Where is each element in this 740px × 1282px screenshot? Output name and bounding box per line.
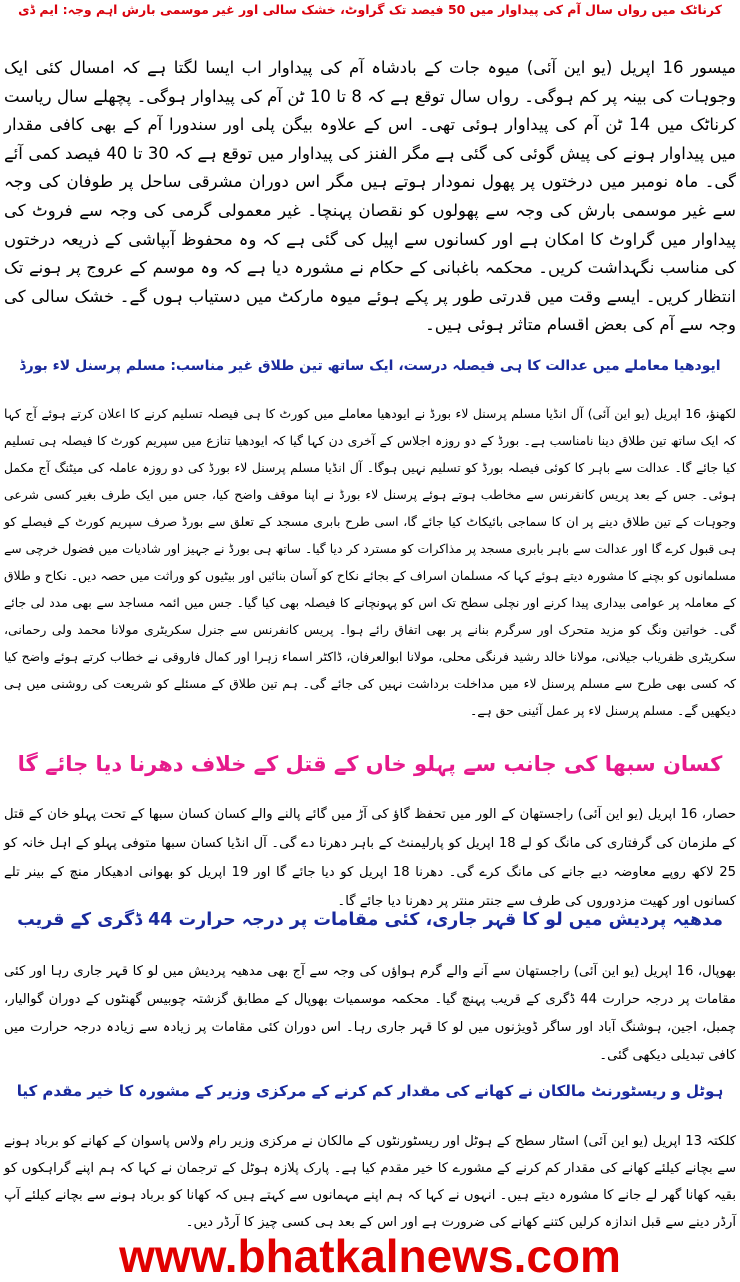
article-4-headline: مدھیہ پردیش میں لو کا قہر جاری، کئی مقامات پر درجہ حرارت 44 ڈگری کے قریب — [17, 910, 723, 930]
article-1-headline: کرناٹک میں رواں سال آم کی پیداوار میں 50 فیصد تک گراوٹ، خشک سالی اور غیر موسمی بارش اہم وجہ: ایم ڈی — [18, 2, 722, 17]
article-2-headline: ایودھیا معاملے میں عدالت کا ہی فیصلہ درست، ایک ساتھ تین طلاق غیر مناسب: مسلم پرسنل لاء بورڈ — [19, 358, 721, 374]
article-1-body: میسور 16 اپریل (یو این آئی) میوہ جات کے بادشاہ آم کی پیداوار اب ایسا لگتا ہے کہ امسال کئی ایک وجوہات کی بینہ پر کم ہوگی۔ رواں سال توقع ہے کہ 8 تا 10 ٹن آم کی پیداوار ہوگی۔ پچھلے سال ریاست کرناٹک میں 14 ٹن آم کی پیداوار ہوئی تھی۔ اس کے علاوہ بیگن پلی اور سندورا آم کے بھی کافی مقدار میں پیداوار ہونے کی پیش گوئی کی گئی ہے مگر الفنز کی پیداوار میں توقع ہے کہ 30 تا 40 فیصد کمی آئے گی۔ ماہ نومبر میں درختوں پر پھول نمودار ہوتے ہیں مگر اس دوران مشرقی ساحل پر طوفان کی وجہ سے غیر موسمی بارش کی وجہ سے پھولوں کو نقصان پہنچا۔ غیر معمولی گرمی کی وجہ سے فروٹ کی پیداوار میں گراوٹ کا امکان ہے اور کسانوں سے اپیل کی گئی ہے کہ وہ محفوظ آبپاشی کے ذریعہ درختوں کی مناسب نگہداشت کریں۔ محکمہ باغبانی کے حکام نے مشورہ دیا ہے کہ وہ موسم کے عروج پر ہونے تک انتظار کریں۔ ایسے وقت میں قدرتی طور پر پکے ہوئے میوہ مارکٹ میں دستیاب ہوں گے۔ خشک سالی کی وجہ سے آم کی بعض اقسام متاثر ہوئی ہیں۔ — [4, 58, 736, 335]
article-4-body: بھوپال، 16 اپریل (یو این آئی) راجستھان سے آنے والے گرم ہواؤں کی وجہ سے آج بھی مدھیہ پردیش میں لو کا قہر جاری رہا اور کئی مقامات پر درجہ حرارت 44 ڈگری کے قریب پہنچ گیا۔ محکمہ موسمیات بھوپال کے مطابق گزشتہ چوبیس گھنٹوں کے دوران گوالیار، چمبل، اجین، ہوشنگ آباد اور ساگر ڈویژنوں میں لو کا قہر جاری رہا۔ اس دوران کئی مقامات پر زیادہ سے زیادہ درجہ حرارت میں کافی تبدیلی دیکھی گئی۔ — [4, 964, 737, 1063]
article-5-body: کلکتہ 13 اپریل (یو این آئی) اسٹار سطح کے ہوٹل اور ریسٹورنٹوں کے مالکان نے مرکزی وزیر رام ولاس پاسوان کے کھانے کو برباد ہونے سے بچانے کیلئے کھانے کی مقدار کم کرنے کے مشورے کا خیر مقدم کیا ہے۔ پارک پلازہ ہوٹل کے ترجمان نے کہا کہ ہم اپنے گراہکوں کو بقیہ کھانا گھر لے جانے کا مشورہ دیتے ہیں۔ انہوں نے کہا کہ ہم اپنے مہمانوں سے کہتے ہیں کہ کھانا کو برباد ہونے سے بچانے کیلئے آپ آرڈر دینے سے قبل اندازہ کرلیں کتنے کھانے کی ضرورت ہے اور اس کے بعد ہی کسی چیز کا آرڈر دیں۔ — [4, 1134, 736, 1230]
article-5-headline: ہوٹل و ریسٹورنٹ مالکان نے کھانے کی مقدار کم کرنے کے مرکزی وزیر کے مشورہ کا خیر مقدم کیا — [16, 1082, 724, 1100]
website-footer: www.bhatkalnews.com — [119, 1230, 621, 1282]
article-3-headline: کسان سبھا کی جانب سے پہلو خاں کے قتل کے خلاف دھرنا دیا جائے گا — [17, 752, 723, 776]
article-3-body: حصار، 16 اپریل (یو این آئی) راجستھان کے الور میں تحفظ گاؤ کی آڑ میں گائے پالنے والے کسان کسان سبھا کے تحت پہلو خان کے قتل کے ملزمان کی گرفتاری کی مانگ کو لے 18 اپریل کو پارلیمنٹ کے باہر دھرنا دے گی۔ آل انڈیا کسان سبھا متوفی پہلو کے اہل خانہ کو 25 لاکھ روپے معاوضہ دیے جانے کی مانگ کرے گی۔ دھرنا 18 اپریل کو دیا جائے گا اور 19 اپریل کو بھوانی ادھیکار منچ کے بینر تلے کسانوں اور کھیت مزدوروں کی طرف سے جنتر منتر پر دھرنا دیا جائے گا۔ — [4, 807, 737, 909]
article-2-body: لکھنؤ، 16 اپریل (یو این آئی) آل انڈیا مسلم پرسنل لاء بورڈ نے ایودھیا معاملے میں کورٹ کا ہی فیصلہ تسلیم کرنے کا اعلان کرتے ہوئے آج کہا کہ ایک ساتھ تین طلاق دینا نامناسب ہے۔ بورڈ کے دو روزہ اجلاس کے آخری دن کہا گیا کہ ایودھیا تنازع میں سپریم کورٹ کا فیصلہ ہی تسلیم کیا جائے گا۔ عدالت سے باہر کا کوئی فیصلہ بورڈ کو تسلیم نہیں ہوگا۔ آل انڈیا مسلم پرسنل لاء بورڈ کی دو روزہ عاملہ کی میٹنگ آج مکمل ہوئی۔ جس کے بعد پریس کانفرنس سے مخاطب ہوتے ہوئے پرسنل لاء بورڈ نے اپنا موقف واضح کیا، جس میں ایک طرف بغیر کسی شرعی وجوہات کے تین طلاق دینے پر ان کا سماجی بائیکاٹ کیا جائے گا، اسی طرح بابری مسجد کے تعلق سے بورڈ صرف سپریم کورٹ کے فیصلے کو ہی قبول کرے گا اور عدالت سے باہر بابری مسجد پر مذاکرات کو مسترد کر دیا گیا۔ ساتھ ہی بورڈ نے جہیز اور شادیات میں فضول خرچی سے مسلمانوں کو بچنے کا مشورہ دیتے ہوئے کہا کہ مسلمان اسراف کے بجائے نکاح کو آسان بنائیں اور بیٹیوں کو وراثت میں حصہ دیں۔ نکاح و طلاق کے معاملہ پر عوامی بیداری پیدا کرنے اور نچلی سطح تک اس کو پہونچانے کا فیصلہ بھی کیا گیا۔ جس میں ائمہ مساجد سے بھی مدد لی جائے گی۔ خواتین ونگ کو مزید متحرک اور سرگرم بنانے پر بھی اتفاق رائے ہوا۔ پریس کانفرنس سے جنرل سکریٹری مولانا محمد ولی رحمانی، سکریٹری ظفریاب جیلانی، مولانا خالد رشید فرنگی محلی، مولانا ابوالعرفان، ڈاکٹر اسماء زہرا اور کمال فاروقی نے خطاب کرتے ہوئے واضح کیا کہ کسی بھی طرح سے مسلم پرسنل لاء میں مداخلت برداشت نہیں کی جائے گی۔ ہم تین طلاق کے مسئلے کو شریعت کی روشنی میں ہی دیکھیں گے۔ مسلم پرسنل لاء پر عمل آئینی حق ہے۔ — [4, 406, 736, 718]
